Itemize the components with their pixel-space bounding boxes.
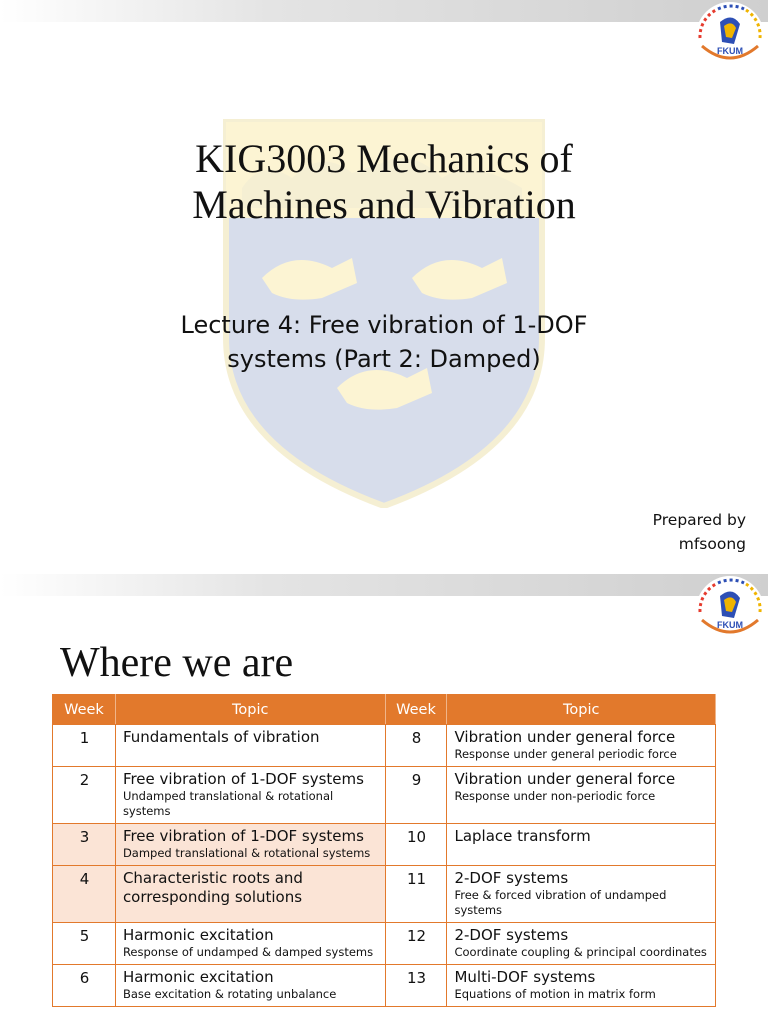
svg-text:FKUM: FKUM [717,620,743,630]
slide-title-line: Machines and Vibration [192,182,576,227]
topic-title: Harmonic excitation [122,926,274,944]
week-cell: 11 [385,866,447,923]
table-header-row [53,695,716,725]
topic-subtitle: Free & forced vibration of undamped systems [454,888,667,917]
table-row [53,725,716,767]
author-name: mfsoong [678,535,746,553]
schedule-slide [0,574,768,1024]
topic-cell [115,965,385,1007]
header-topic: Topic [115,695,385,725]
week-cell: 6 [53,965,116,1007]
topic-cell [447,767,716,824]
week-cell: 9 [385,767,447,824]
topic-cell [115,725,385,767]
topic-cell [447,923,716,965]
week-cell: 13 [385,965,447,1007]
slide-subtitle [0,308,768,376]
slide-heading: Where we are [60,640,294,686]
week-cell: 3 [53,824,116,866]
table-row [53,965,716,1007]
topic-title: Free vibration of 1-DOF systems [122,770,364,788]
fkum-logo [694,0,766,72]
topic-cell [447,824,716,866]
fkum-logo [694,574,766,646]
header-week: Week [385,695,447,725]
topic-title: Laplace transform [454,827,591,845]
topic-title: Multi-DOF systems [454,968,596,986]
topic-title: 2-DOF systems [454,926,569,944]
topic-subtitle: Coordinate coupling & principal coordinates [454,945,707,959]
header-topic: Topic [447,695,716,725]
week-cell: 12 [385,923,447,965]
topic-cell [447,965,716,1007]
slide-subtitle-line: Lecture 4: Free vibration of 1-DOF [180,311,588,339]
topic-subtitle: Response under non-periodic force [454,789,656,803]
topic-title: Free vibration of 1-DOF systems [122,827,364,845]
table-row-current-week [53,866,716,923]
slide-title [0,136,768,228]
week-cell: 10 [385,824,447,866]
table-row [53,767,716,824]
topic-title: Harmonic excitation [122,968,274,986]
week-cell: 2 [53,767,116,824]
topic-title: Vibration under general force [454,770,676,788]
topic-title: Fundamentals of vibration [122,728,320,746]
slide-title-line: KIG3003 Mechanics of [195,136,573,181]
topic-cell [447,725,716,767]
week-cell: 4 [53,866,116,923]
prepared-by-label: Prepared by [652,511,746,529]
slide-top-bar [0,0,768,22]
topic-subtitle: Base excitation & rotating unbalance [122,987,337,1001]
svg-text:FKUM: FKUM [717,46,743,56]
table-row-current-week [53,824,716,866]
header-week: Week [53,695,116,725]
topic-subtitle: Undamped translational & rotational systems [122,789,334,818]
prepared-by [653,508,746,556]
week-cell: 8 [385,725,447,767]
topic-cell [115,824,385,866]
topic-title: Characteristic roots and corresponding solutions [122,869,303,906]
topic-subtitle: Response of undamped & damped systems [122,945,374,959]
schedule-table [52,694,716,1007]
topic-cell [115,767,385,824]
slide-subtitle-line: systems (Part 2: Damped) [227,345,541,373]
week-cell: 1 [53,725,116,767]
topic-title: 2-DOF systems [454,869,569,887]
week-cell: 5 [53,923,116,965]
slide-top-bar [0,574,768,596]
topic-cell [115,923,385,965]
topic-cell [115,866,385,923]
table-row [53,923,716,965]
topic-cell [447,866,716,923]
topic-subtitle: Damped translational & rotational systems [122,846,371,860]
topic-title: Vibration under general force [454,728,676,746]
topic-subtitle: Equations of motion in matrix form [454,987,656,1001]
topic-subtitle: Response under general periodic force [454,747,677,761]
